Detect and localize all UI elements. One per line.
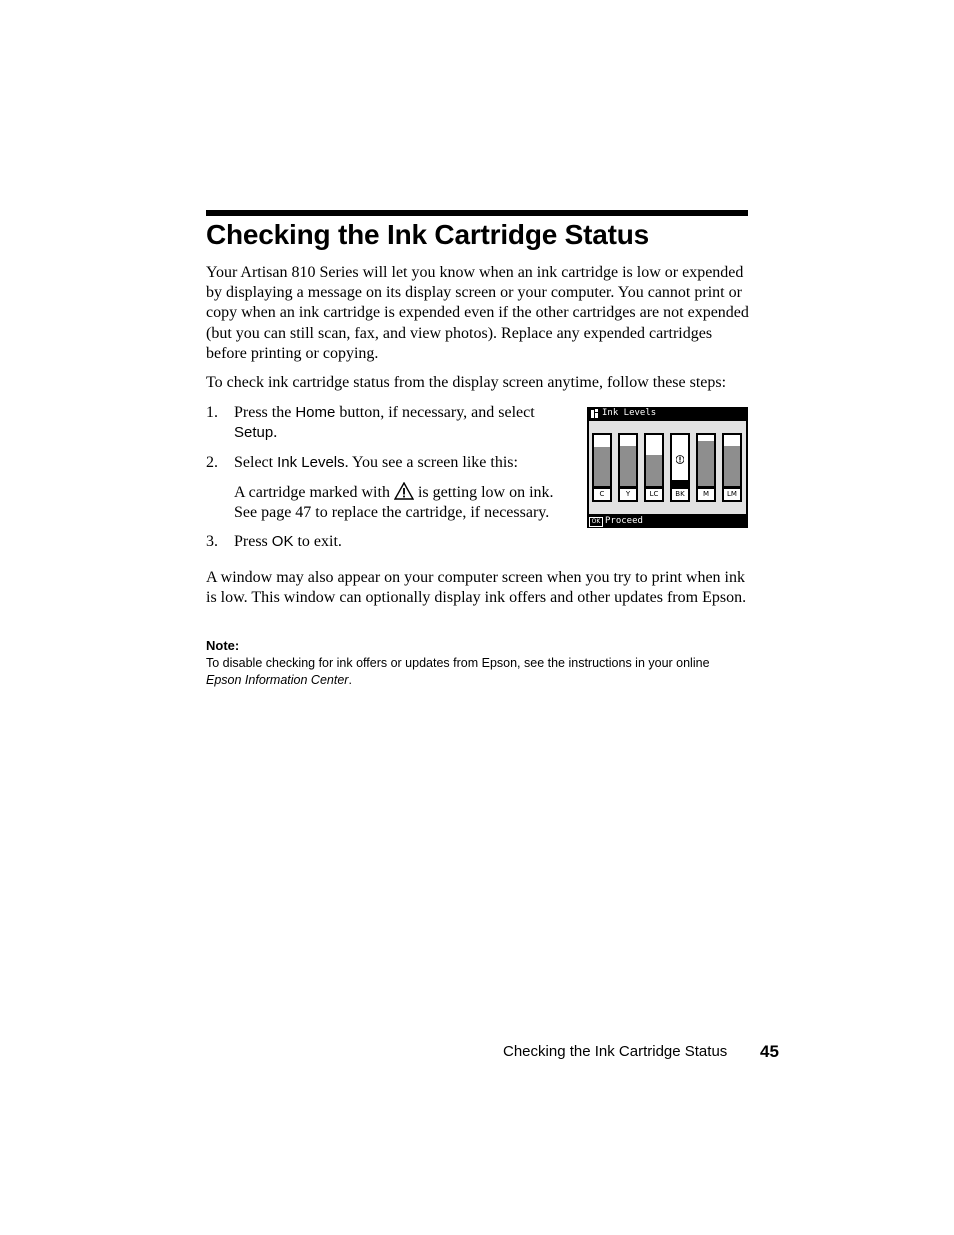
proceed-label: Proceed	[605, 516, 643, 526]
window-paragraph: A window may also appear on your computer screen when you try to print when ink is low. This window can optionally display ink offers and other updates from Epson.	[206, 569, 747, 607]
low-ink-warning-icon	[676, 455, 684, 464]
step-text: Select Ink Levels. You see a screen like this:	[234, 454, 518, 471]
screen-title: Ink Levels	[602, 408, 657, 418]
ink-level-fill	[594, 447, 610, 486]
screen-footer	[587, 515, 748, 528]
epson-information-center: Epson Information Center	[206, 673, 349, 687]
warning-triangle-icon	[394, 482, 414, 500]
cartridge-label: LC	[646, 489, 662, 500]
cartridge-label: LM	[724, 489, 740, 500]
ink-level-fill	[698, 441, 714, 486]
steps-intro-paragraph: To check ink cartridge status from the display screen anytime, follow these steps:	[206, 374, 727, 391]
cartridge-panel	[589, 421, 746, 514]
page-heading: Checking the Ink Cartridge Status	[206, 219, 650, 250]
cartridge-lc	[644, 433, 664, 502]
step-number: 2.	[206, 454, 218, 471]
ink-level-fill	[646, 455, 662, 486]
cartridge-gauge	[698, 435, 714, 486]
ink-level-fill	[672, 480, 688, 486]
ok-button-icon: OK	[589, 517, 603, 527]
cartridge-m	[696, 433, 716, 502]
intro-paragraph: Your Artisan 810 Series will let you know when an ink cartridge is low or expended by displaying a message on its display screen or your computer. You cannot print or copy when an ink cartridge is expended even if the other cartridges are not expended (but you can still scan, fax, and view photos). Replace any expended cartridges before printing or copying.	[206, 264, 749, 362]
step-text: Press the Home button, if necessary, and select Setup.	[234, 404, 535, 442]
note-text: To disable checking for ink offers or updates from Epson, see the instructions in your online Epson Information Center.	[206, 656, 710, 687]
step-number: 3.	[206, 533, 218, 550]
step-number: 1.	[206, 404, 218, 421]
cartridge-bk	[670, 433, 690, 502]
ink-levels-screen	[587, 407, 748, 528]
cartridge-label: C	[594, 489, 610, 500]
low-ink-explanation: A cartridge marked with is getting low on ink. See page 47 to replace the cartridge, if necessary.	[234, 484, 554, 522]
ink-level-fill	[620, 446, 636, 486]
cartridge-label: BK	[672, 489, 688, 500]
cartridge-gauge	[646, 435, 662, 486]
cartridge-label: Y	[620, 489, 636, 500]
cartridge-gauge	[724, 435, 740, 486]
cartridge-gauge	[620, 435, 636, 486]
page-number: 45	[760, 1042, 779, 1061]
setup-option-name: Setup	[234, 424, 274, 442]
cartridge-y	[618, 433, 638, 502]
footer-title: Checking the Ink Cartridge Status	[503, 1043, 728, 1060]
cartridge-c	[592, 433, 612, 502]
cartridge-label: M	[698, 489, 714, 500]
cartridge-lm	[722, 433, 742, 502]
cartridge-gauge	[672, 435, 688, 486]
step-text: Press OK to exit.	[234, 533, 342, 550]
cartridge-gauge	[594, 435, 610, 486]
ink-level-fill	[724, 446, 740, 486]
ok-button-name: OK	[271, 533, 294, 550]
ink-drop-icon	[591, 409, 599, 418]
note-heading: Note:	[206, 638, 240, 653]
ink-levels-option-name: Ink Levels	[277, 454, 345, 471]
home-button-name: Home	[295, 404, 336, 421]
